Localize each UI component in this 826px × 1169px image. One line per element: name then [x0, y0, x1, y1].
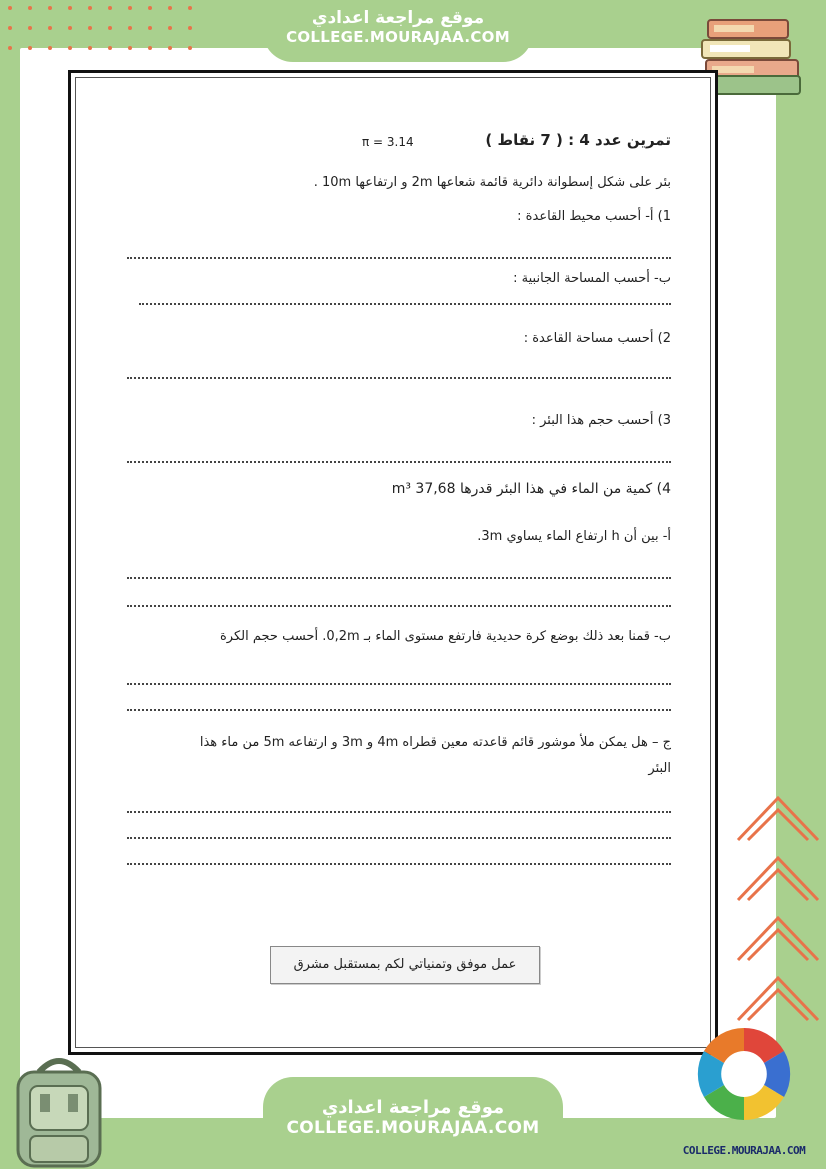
logo-caption: COLLEGE.MOURAJAA.COM [682, 1144, 806, 1157]
exercise-title: تمرين عدد 4 : ( 7 نقاط ) [485, 131, 671, 149]
header-banner [263, 0, 533, 62]
question-4: 4) كمية من الماء في هذا البئر قدرها 37,68 m³ [391, 481, 671, 497]
exercise-sheet [68, 70, 718, 1055]
question-2: 2) أحسب مساحة القاعدة : [523, 331, 671, 346]
exercise-intro: بئر على شكل إسطوانة دائرية قائمة شعاعها 2m و ارتفاعها 10m . [313, 175, 671, 190]
question-1a: 1) أ- أحسب محيط القاعدة : [517, 209, 671, 224]
answer-line [127, 861, 671, 865]
question-4c-line2: البئر [648, 761, 671, 776]
header-site-name-ar: موقع مراجعة اعدادي [311, 8, 485, 28]
chevron-up-icon [730, 790, 826, 1040]
answer-line [127, 835, 671, 839]
answer-line [127, 459, 671, 463]
footer-site-url[interactable]: COLLEGE.MOURAJAA.COM [286, 1118, 540, 1138]
closing-message: عمل موفق وتمنياتي لكم بمستقبل مشرق [270, 946, 540, 984]
answer-line [127, 681, 671, 685]
footer-banner [263, 1077, 563, 1169]
pi-value: π = 3.14 [362, 135, 414, 149]
answer-line [127, 375, 671, 379]
answer-line [127, 809, 671, 813]
question-3: 3) أحسب حجم هذا البئر : [531, 413, 671, 428]
answer-line [127, 707, 671, 711]
question-4c-line1: ج – هل يمكن ملأ موشور قائم قاعدته معين قطراه 4m و 3m و ارتفاعه 5m من ماء هذا [199, 735, 671, 750]
answer-line [139, 301, 671, 305]
answer-line [127, 255, 671, 259]
question-1b: ب- أحسب المساحة الجانبية : [513, 271, 671, 286]
answer-line [127, 603, 671, 607]
circular-logo-icon [694, 1024, 794, 1142]
dots-decoration-icon [0, 0, 200, 60]
backpack-icon [4, 1052, 114, 1169]
answer-line [127, 575, 671, 579]
question-4a: أ- بين أن h ارتفاع الماء يساوي 3m. [477, 529, 671, 544]
header-site-url[interactable]: COLLEGE.MOURAJAA.COM [286, 28, 510, 46]
footer-site-name-ar: موقع مراجعة اعدادي [321, 1097, 505, 1118]
question-4b: ب- قمنا بعد ذلك بوضع كرة حديدية فارتفع مستوى الماء بـ 0,2m. أحسب حجم الكرة [219, 629, 671, 644]
